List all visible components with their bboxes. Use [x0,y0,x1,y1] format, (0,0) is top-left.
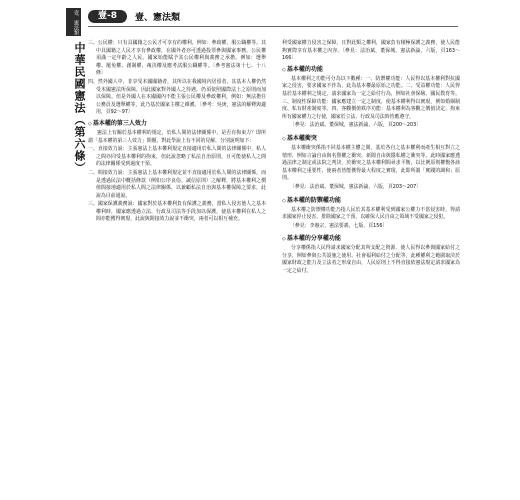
reference-note: 〔參見：李惠宗，憲法要義，七版，頁156〕 [290,222,388,229]
list-item: 三、國家保護義務說：國家對於基本權利負有保護之義務，當私人侵害他人之基本權利時，國家應透過立法、行政及司法等手段加以保護，使基本權利在私人之間亦能獲得實現，此說與間接效力說並不衝突，兩者可以相互補充。 [88,201,266,223]
paragraph: 基本權利之功能可分為以下數種：一、防禦權功能：人民得以基本權利對抗國家之侵害，要求國家不作為，此為基本權最原始之功能。二、受益權功能：人民得基於基本權利之規定，請求國家為一定之給付行為，例如社會保險、國民教育等。三、制度性保障功能：國家應建立一定之制度，使基本權利得以實現，例如婚姻制度、私有財產制度等。四、客觀價值秩序功能：基本權利為客觀之價值決定，拘束所有國家權力之行使，國家於立法、行政及司法時皆應遵守。 [282,75,460,120]
list-item: 四、然外國人中，非享受本國國籍者，其所以在我國境內居留者，其基本人權仍然受本國憲法所保障，因此國家對外國人之待遇，仍須依照國際法上之原則而加以保障。但是外國人在本國國內不能主張公民權及參政權利，例如：無法擔任公務員及選舉權等，此乃基於國家主權之維護。〔參考：吳庚，憲法的解釋與適用，頁92〜97〕 [88,78,266,116]
reference-note: 〔參見：法治斌、董保城，憲法新論，六版，頁200〜203〕 [290,122,422,129]
side-title: 中華民國憲法（第六條） [73,42,86,174]
chapter-badge: 壹-8 [88,10,127,23]
section-heading: ◇ 基本權衝突 [282,135,460,143]
list-item: 三、公民權：只有具國籍之公民才可享有的權利，例如：參政權、服公職權等。其中具國籍之人民才享有參政權，在國外者亦可透過投票參與國家事務。公民權須滿一定年齡之人民，國家始能賦予其公民權利與義務之承擔。例如：選舉權、罷免權、創制權、複決權及應考試服公職權等。〔參考憲法第十七、十八條〕 [88,40,266,77]
left-column [88,40,266,225]
paragraph: 分享權係指人民得請求國家分配其所支配之資源，使人民得以參與國家給付之分享，例如參與公共設施之使用、社會福利給付之分配等，此種權利之範圍取決於國家財政之能力及立法者之形成自由，人民原則上不得直接依憲法規定請求國家為一定之給付。 [282,245,460,275]
paragraph: 基本權之防禦權功能乃指人民於其基本權利受到國家公權力不當侵害時，得請求國家停止侵害，排除國家之干預，以確保人民自由之領域不受國家之侵犯。 [282,206,460,221]
reference-note: 〔參見：法治斌、董保城，憲法新論，六版，頁203〜207〕 [290,183,422,190]
section-heading: ◇ 基本權的防禦權功能 [282,197,460,205]
section-heading: ◇ 基本權的第三人效力 [88,120,266,128]
chapter-title: 壹、憲法類 [135,12,181,23]
list-item: 二、間接效力說：主張憲法上基本權利規定並不直接適用於私人間的法律關係，而是透過民法中概括條款（例如公序良俗、誠信原則）之解釋，將基本權利之價值間接地適用於私人間之法律關係，以兼顧私法自治與基本權保障之要求，此說為目前通說。 [88,169,266,199]
paragraph: 憲法上有關於基本權利的規定，於私人間的法律關係中，是否有拘束力？即所謂「基本權的第三人效力」問題，對此學說上有不同的見解，分別說明如下： [88,129,266,144]
header-rule [88,26,458,27]
paragraph: 利受國家權力侵害之保障，且對此類之權利，國家負有積極保護之義務，使人民能夠實際享有基本權之內容。〔參見：法治斌、董保城，憲法新論，六版，頁163〜166〕 [282,40,460,62]
thumb-index-tab: 壹、憲法類 [66,8,81,36]
page-header [88,9,458,23]
section-heading: ◇ 基本權的功能 [282,66,460,74]
paragraph: 基本權衝突係指不同基本權主體之間，基於各自之基本權利而產生相互對立之情形，例如言論自由與名譽權之衝突、新聞自由與隱私權之衝突等。此時國家應透過法律之制定或法院之判決，於衝突之基本權利間尋求平衡，以比例原則權衡各該基本權利之重要性，使兩者皆能獲得最大程度之實現，此即所謂「實踐的調和」原則。 [282,144,460,182]
list-item: 一、直接效力說：主張憲法上基本權利規定直接適用於私人間的法律關係中，私人之間亦同受基本權利的拘束，但此說忽略了私法自治原則，且可能使私人之間的法律關係受到過度干預。 [88,146,266,168]
section-heading: ◇ 基本權的分享權功能 [282,235,460,243]
right-column [282,40,460,277]
